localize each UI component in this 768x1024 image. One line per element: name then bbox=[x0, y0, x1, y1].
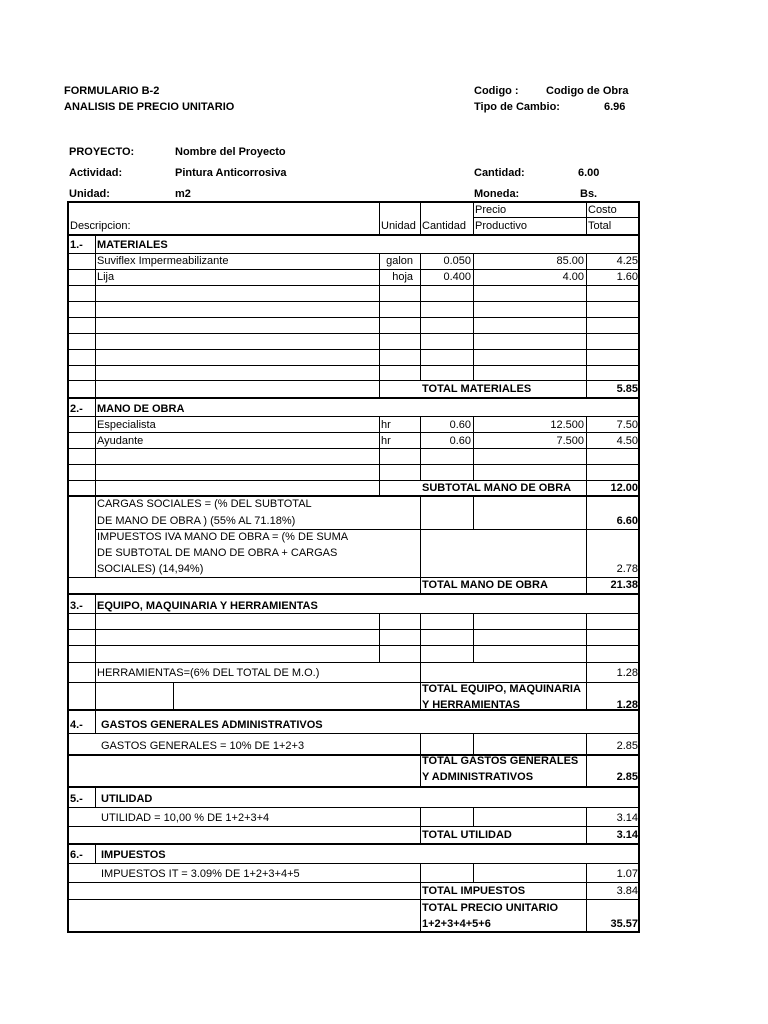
item-desc: Suviflex Impermeabilizante bbox=[97, 255, 229, 267]
section-title: MANO DE OBRA bbox=[97, 403, 185, 415]
section-num: 3.- bbox=[70, 600, 83, 612]
impuestos-row-value: 1.07 bbox=[616, 868, 638, 880]
item-desc: Ayudante bbox=[97, 435, 144, 447]
section-num: 6.- bbox=[70, 849, 83, 861]
col-descripcion: Descripcion: bbox=[70, 220, 131, 232]
moneda-value: Bs. bbox=[580, 188, 598, 200]
unidad-label: Unidad: bbox=[69, 188, 110, 200]
total-materiales-value: 5.85 bbox=[616, 383, 638, 395]
section-title: EQUIPO, MAQUINARIA Y HERRAMIENTAS bbox=[97, 600, 318, 612]
total-materiales-label: TOTAL MATERIALES bbox=[422, 383, 532, 395]
codigo-value: Codigo de Obra bbox=[546, 85, 629, 97]
total-gastos-label-2: Y ADMINISTRATIVOS bbox=[422, 771, 534, 783]
item-price: 85.00 bbox=[556, 255, 584, 267]
item-qty: 0.400 bbox=[443, 271, 471, 283]
section-title: UTILIDAD bbox=[101, 793, 153, 805]
item-unit: hr bbox=[381, 419, 391, 431]
total-equipo-label-1: TOTAL EQUIPO, MAQUINARIA bbox=[422, 683, 581, 695]
item-desc: Lija bbox=[97, 271, 115, 283]
item-price: 12.500 bbox=[550, 419, 584, 431]
impuestos-row-label: IMPUESTOS IT = 3.09% DE 1+2+3+4+5 bbox=[101, 868, 300, 880]
herramientas-value: 1.28 bbox=[616, 667, 638, 679]
item-total: 1.60 bbox=[616, 271, 638, 283]
codigo-label: Codigo : bbox=[474, 85, 519, 97]
moneda-label: Moneda: bbox=[474, 188, 520, 200]
subtotal-mano-obra-value: 12.00 bbox=[610, 482, 638, 494]
col-precio: Precio bbox=[475, 204, 507, 216]
item-price: 7.500 bbox=[556, 435, 584, 447]
tipo-cambio-value: 6.96 bbox=[604, 101, 626, 113]
iva-line3: SOCIALES) (14,94%) bbox=[97, 563, 204, 575]
tipo-cambio-label: Tipo de Cambio: bbox=[474, 101, 560, 113]
total-precio-unitario-formula: 1+2+3+4+5+6 bbox=[422, 918, 491, 930]
section-num: 2.- bbox=[70, 403, 83, 415]
item-total: 4.25 bbox=[616, 255, 638, 267]
col-unidad: Unidad bbox=[381, 220, 416, 232]
iva-line2: DE SUBTOTAL DE MANO DE OBRA + CARGAS bbox=[97, 547, 338, 559]
cargas-sociales-line1: CARGAS SOCIALES = (% DEL SUBTOTAL bbox=[97, 498, 312, 510]
item-total: 7.50 bbox=[616, 419, 638, 431]
proyecto-label: PROYECTO: bbox=[69, 146, 135, 158]
item-qty: 0.050 bbox=[443, 255, 471, 267]
proyecto-value: Nombre del Proyecto bbox=[175, 146, 286, 158]
item-qty: 0.60 bbox=[449, 435, 471, 447]
item-qty: 0.60 bbox=[449, 419, 471, 431]
subtotal-mano-obra-label: SUBTOTAL MANO DE OBRA bbox=[422, 482, 572, 494]
item-desc: Especialista bbox=[97, 419, 156, 431]
cantidad-label: Cantidad: bbox=[474, 167, 525, 179]
total-impuestos-label: TOTAL IMPUESTOS bbox=[422, 885, 526, 897]
section-num: 4.- bbox=[70, 719, 83, 731]
cargas-sociales-line2: DE MANO DE OBRA ) (55% AL 71.18%) bbox=[97, 515, 296, 527]
iva-value: 2.78 bbox=[616, 563, 638, 575]
col-productivo: Productivo bbox=[475, 220, 527, 232]
gastos-row-label: GASTOS GENERALES = 10% DE 1+2+3 bbox=[101, 740, 305, 752]
total-impuestos-value: 3.84 bbox=[616, 885, 638, 897]
total-gastos-value: 2.85 bbox=[616, 771, 638, 783]
section-title: GASTOS GENERALES ADMINISTRATIVOS bbox=[101, 719, 323, 731]
col-cantidad: Cantidad bbox=[422, 220, 467, 232]
total-mano-obra-value: 21.38 bbox=[610, 579, 638, 591]
total-precio-unitario-value: 35.57 bbox=[610, 918, 638, 930]
col-costo: Costo bbox=[588, 204, 617, 216]
total-gastos-label-1: TOTAL GASTOS GENERALES bbox=[422, 755, 579, 767]
document-title: ANALISIS DE PRECIO UNITARIO bbox=[64, 101, 235, 113]
iva-line1: IMPUESTOS IVA MANO DE OBRA = (% DE SUMA bbox=[97, 531, 349, 543]
gastos-row-value: 2.85 bbox=[616, 740, 638, 752]
item-unit: hoja bbox=[392, 271, 413, 283]
section-title: MATERIALES bbox=[97, 239, 168, 251]
section-title: IMPUESTOS bbox=[101, 849, 166, 861]
actividad-label: Actividad: bbox=[69, 167, 123, 179]
section-num: 5.- bbox=[70, 793, 83, 805]
herramientas-label: HERRAMIENTAS=(6% DEL TOTAL DE M.O.) bbox=[97, 667, 320, 679]
cantidad-value: 6.00 bbox=[578, 167, 600, 179]
total-precio-unitario-label: TOTAL PRECIO UNITARIO bbox=[422, 902, 559, 914]
total-utilidad-label: TOTAL UTILIDAD bbox=[422, 829, 512, 841]
form-code: FORMULARIO B-2 bbox=[64, 85, 160, 97]
total-equipo-label-2: Y HERRAMIENTAS bbox=[422, 699, 520, 711]
actividad-value: Pintura Anticorrosiva bbox=[175, 167, 287, 179]
item-unit: hr bbox=[381, 435, 391, 447]
total-equipo-value: 1.28 bbox=[616, 699, 638, 711]
col-total: Total bbox=[588, 220, 612, 232]
item-total: 4.50 bbox=[616, 435, 638, 447]
unidad-value: m2 bbox=[175, 188, 191, 200]
item-unit: galon bbox=[386, 255, 413, 267]
total-utilidad-value: 3.14 bbox=[616, 829, 638, 841]
total-mano-obra-label: TOTAL MANO DE OBRA bbox=[422, 579, 548, 591]
utilidad-row-label: UTILIDAD = 10,00 % DE 1+2+3+4 bbox=[101, 812, 270, 824]
section-num: 1.- bbox=[70, 239, 83, 251]
cargas-sociales-value: 6.60 bbox=[616, 515, 638, 527]
utilidad-row-value: 3.14 bbox=[616, 812, 638, 824]
item-price: 4.00 bbox=[562, 271, 584, 283]
